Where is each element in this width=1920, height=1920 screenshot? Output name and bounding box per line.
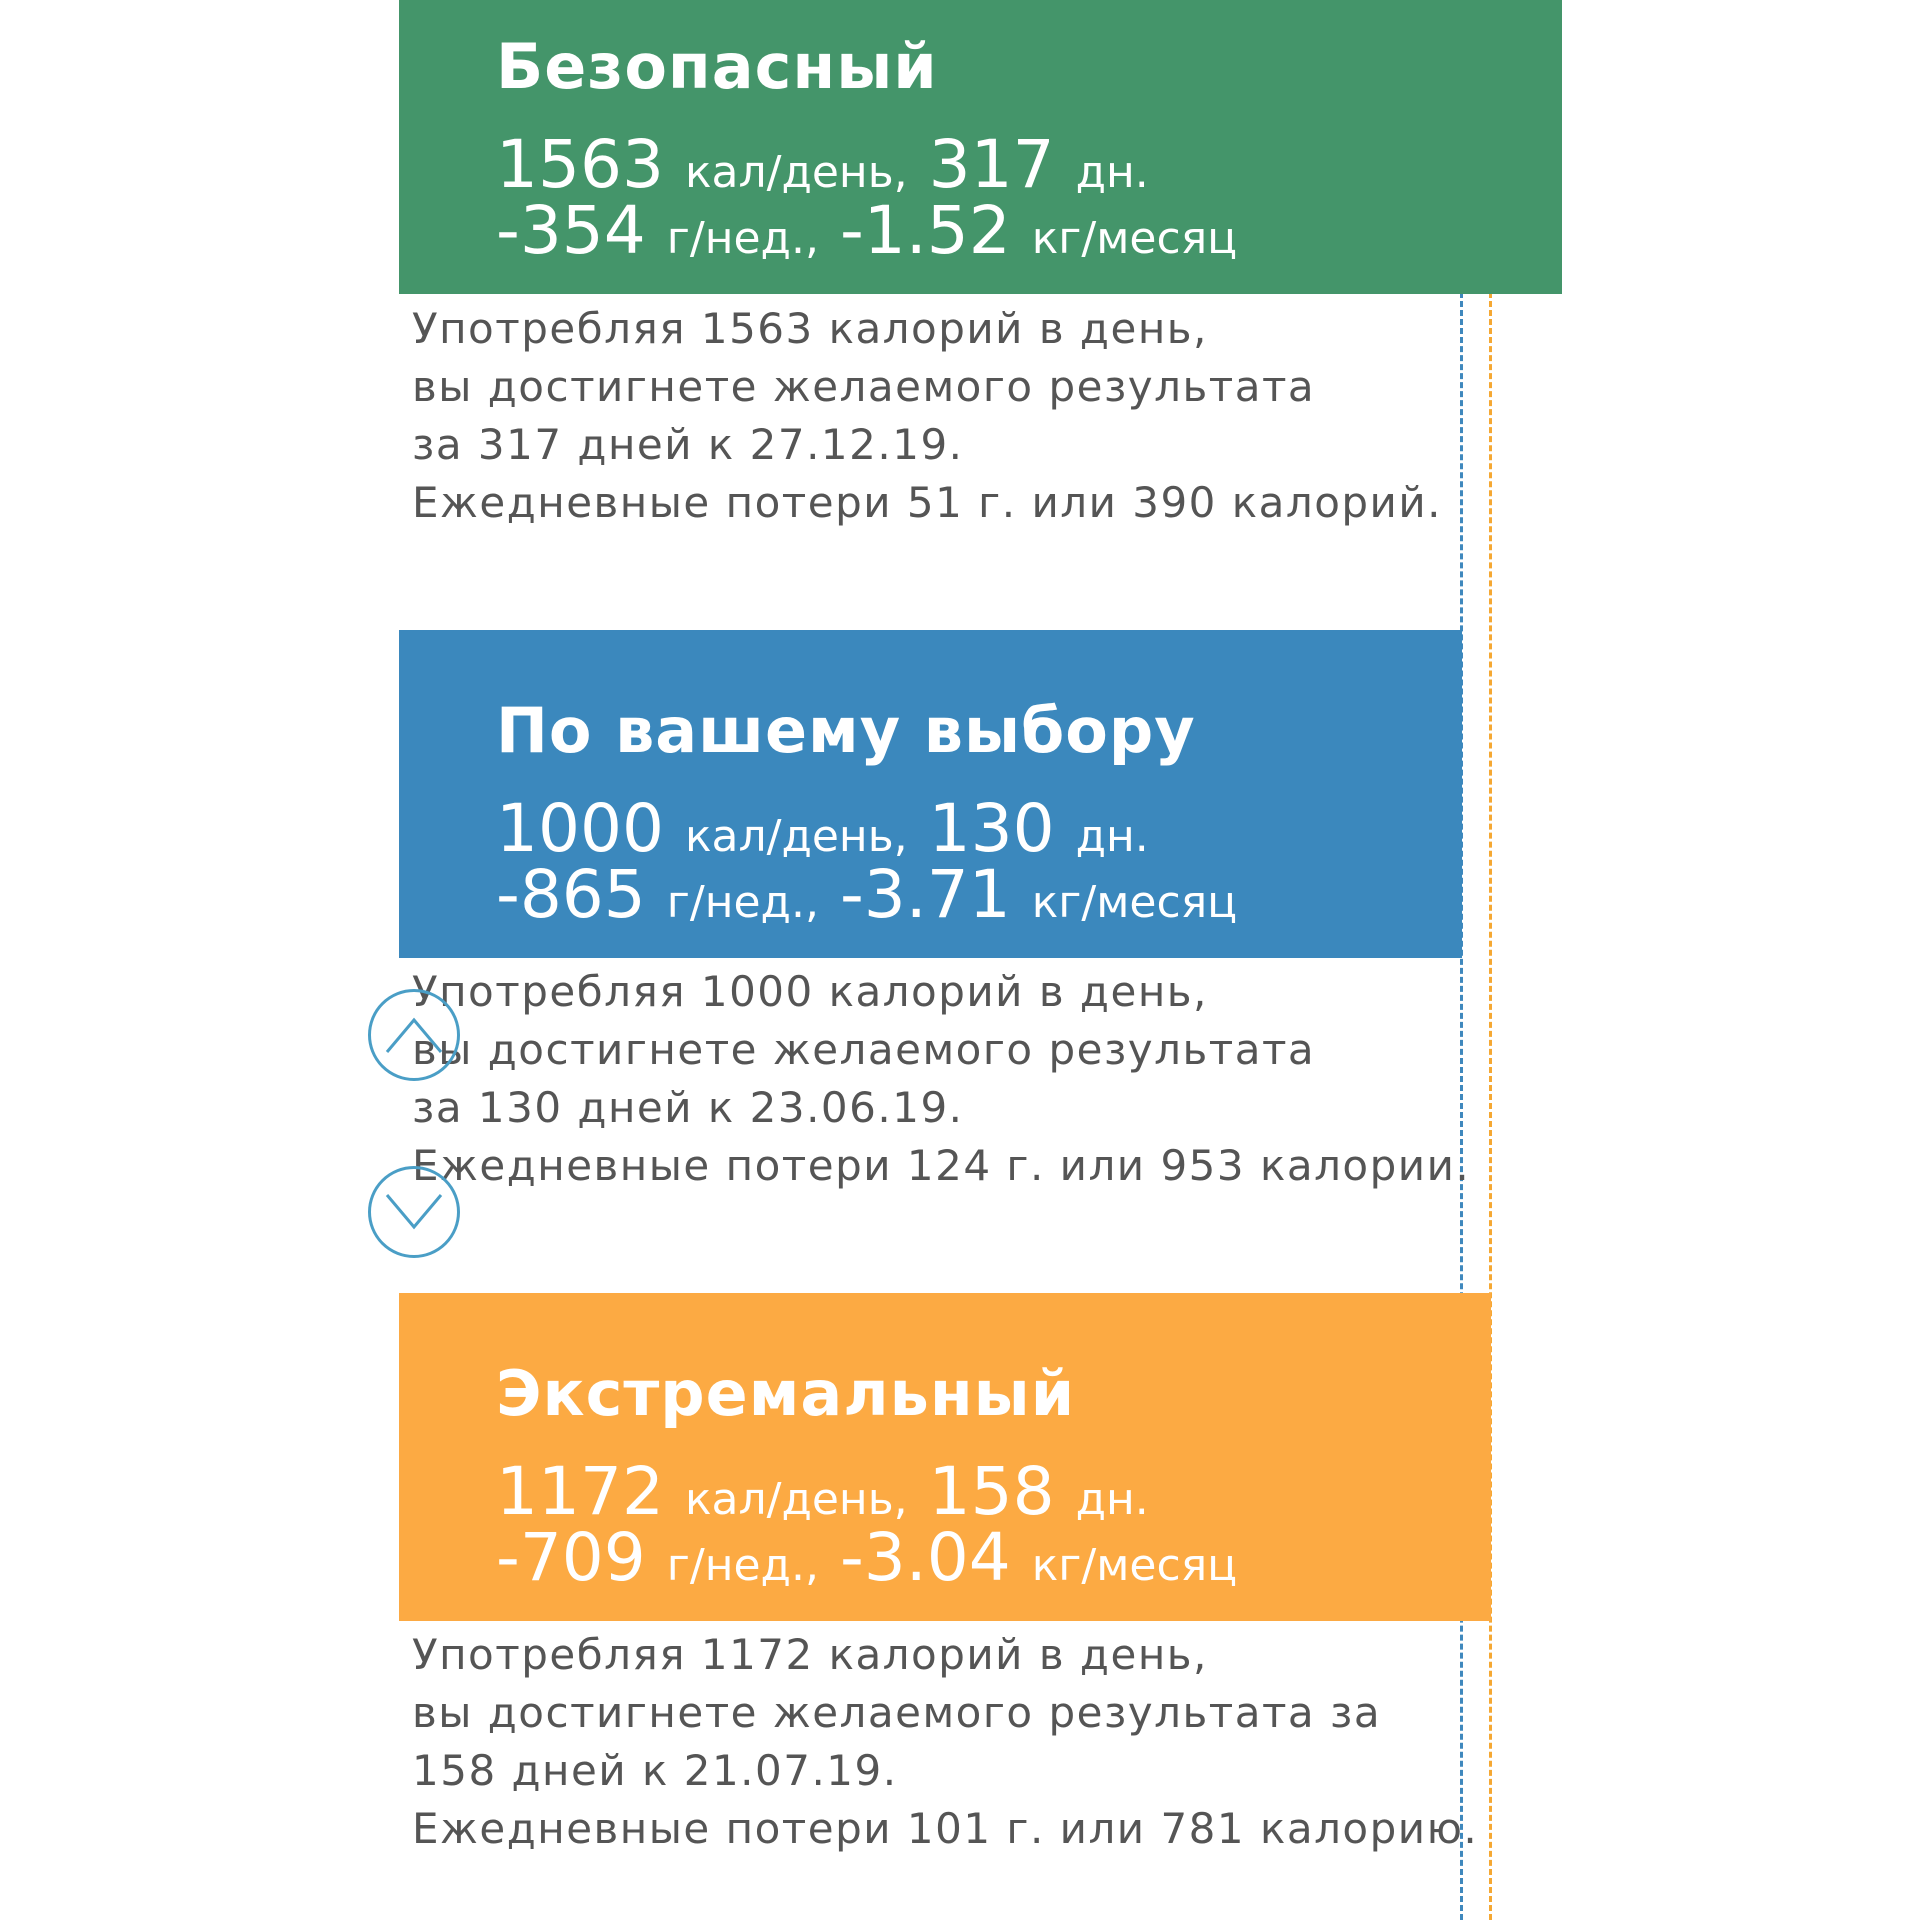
days-unit: дн. [1075, 147, 1149, 198]
week-loss-value: -865 [496, 856, 646, 933]
plan-card-extreme[interactable] [399, 1293, 1491, 1621]
month-loss-value: -3.71 [839, 856, 1011, 933]
description-line: вы достигнете желаемого результата за [412, 1688, 1382, 1737]
plan-loss-rate [496, 856, 1462, 933]
scroll-up-button[interactable] [368, 989, 460, 1081]
description-line: вы достигнете желаемого результата [412, 1025, 1316, 1074]
description-line: 158 дней к 21.07.19. [412, 1746, 898, 1795]
month-loss-value: -1.52 [839, 192, 1011, 269]
description-line: Употребляя 1172 калорий в день, [412, 1630, 1208, 1679]
description-line: Употребляя 1563 калорий в день, [412, 304, 1208, 353]
week-loss-unit: г/нед., [666, 213, 819, 264]
plan-title: По вашему выбору [496, 694, 1196, 767]
calories-unit: кал/день, [684, 1474, 908, 1525]
timeline-dashed-line-orange [1489, 292, 1492, 1920]
plan-calories-days [496, 126, 1562, 203]
days-value: 317 [928, 126, 1055, 203]
plan-description-safe [412, 300, 1442, 532]
calories-unit: кал/день, [684, 811, 908, 862]
plan-calories-days [496, 1453, 1491, 1530]
days-unit: дн. [1075, 1474, 1149, 1525]
plan-card-custom[interactable] [399, 630, 1462, 958]
calories-unit: кал/день, [684, 147, 908, 198]
calories-value: 1000 [496, 790, 664, 867]
week-loss-unit: г/нед., [666, 877, 819, 928]
description-line: за 130 дней к 23.06.19. [412, 1083, 964, 1132]
calories-value: 1172 [496, 1453, 664, 1530]
plan-loss-rate [496, 192, 1562, 269]
description-line: за 317 дней к 27.12.19. [412, 420, 964, 469]
plan-description-custom [412, 963, 1470, 1195]
plan-calories-days [496, 790, 1462, 867]
description-line: Ежедневные потери 51 г. или 390 калорий. [412, 478, 1442, 527]
week-loss-value: -709 [496, 1519, 646, 1596]
chevron-down-icon [371, 1169, 457, 1255]
week-loss-value: -354 [496, 192, 646, 269]
plan-description-extreme [412, 1626, 1478, 1858]
description-line: Ежедневные потери 101 г. или 781 калорию. [412, 1804, 1479, 1853]
scroll-down-button[interactable] [368, 1166, 460, 1258]
month-loss-unit: кг/месяц [1031, 877, 1238, 928]
days-value: 158 [928, 1453, 1055, 1530]
description-line: Употребляя 1000 калорий в день, [412, 967, 1208, 1016]
description-line: Ежедневные потери 124 г. или 953 калории. [412, 1141, 1471, 1190]
month-loss-value: -3.04 [839, 1519, 1011, 1596]
calories-value: 1563 [496, 126, 664, 203]
month-loss-unit: кг/месяц [1031, 1540, 1238, 1591]
chevron-up-icon [371, 992, 457, 1078]
month-loss-unit: кг/месяц [1031, 213, 1238, 264]
days-unit: дн. [1075, 811, 1149, 862]
week-loss-unit: г/нед., [666, 1540, 819, 1591]
plan-loss-rate [496, 1519, 1491, 1596]
plan-title: Экстремальный [496, 1357, 1076, 1430]
plan-title: Безопасный [496, 30, 938, 103]
description-line: вы достигнете желаемого результата [412, 362, 1316, 411]
days-value: 130 [928, 790, 1055, 867]
plan-card-safe[interactable] [399, 0, 1562, 294]
